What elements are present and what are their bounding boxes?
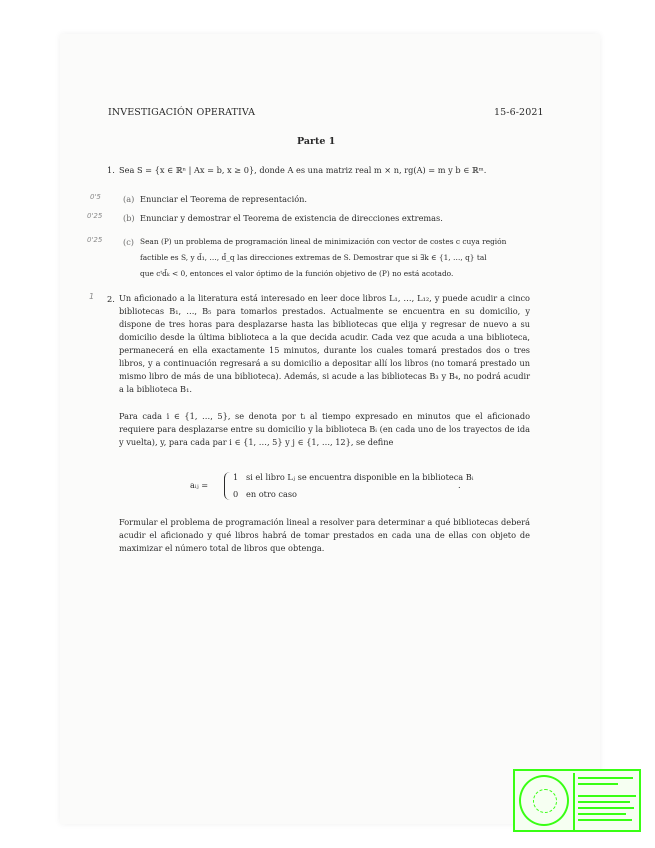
q1c-line1: Sean (P) un problema de programación lineal de minimización con vector de costes c cuya región: [140, 237, 507, 246]
stamp-seal-inner: [533, 789, 557, 813]
q1a-letter: (a): [123, 194, 135, 204]
q1c-line3: que cᵗd̄ₖ < 0, entonces el valor óptimo de la función objetivo de (P) no está acotado.: [140, 269, 454, 278]
q1-intro: Sea S = {x ∈ ℝⁿ | Ax = b, x ≥ 0}, donde A es una matriz real m × n, rg(A) = m y b ∈ ℝᵐ.: [119, 165, 487, 175]
formula-case1-value: 1: [233, 472, 239, 482]
q1b-grade-mark: 0'25: [87, 212, 103, 220]
formula-case2-value: 0: [233, 489, 239, 499]
stamp-line: [578, 813, 626, 815]
q2-grade-mark: 1: [89, 292, 95, 301]
formula-brace: [224, 472, 232, 500]
course-title: INVESTIGACIÓN OPERATIVA: [108, 107, 256, 118]
q2-paragraph-1: Un aficionado a la literatura está interesado en leer doce libros L₁, …, L₁₂, y puede acudir a cinco bibliotecas B₁, …, B₅ para tomarlos prestados. Actualmente se encuentra en su domicilio, y dispone de tres horas para desplazarse hasta las bibliotecas que elija y regresar de nuevo a su domicilio desde la última biblioteca a la que decida acudir. Cada vez que acuda a una biblioteca, permanecerá en ella exactamente 15 minutos, durante los cuales tomará prestados dos o tres libros, y a continuación regresará a su domicilio a depositar allí los libros (no tomará prestado un mismo libro de más de una biblioteca). Además, si acude a las bibliotecas B₃ y B₄, no podrá acudir a la biblioteca B₁.: [119, 293, 530, 394]
q1a-grade-mark: 0'5: [90, 193, 101, 201]
q1c-letter: (c): [123, 237, 134, 247]
q1-number: 1.: [107, 165, 115, 175]
stamp-divider: [573, 773, 575, 830]
formula-case2-text: en otro caso: [246, 489, 297, 499]
exam-date: 15-6-2021: [494, 107, 544, 118]
q1a-text: Enunciar el Teorema de representación.: [140, 194, 308, 204]
formula-period: .: [458, 480, 461, 490]
q1c-grade-mark: 0'25: [87, 236, 103, 244]
q2-paragraph-3: Formular el problema de programación lineal a resolver para determinar a qué bibliotecas deberá acudir el aficionado y qué libros habrá de tomar prestados en cada una de ellas con objeto de maximizar el número total de libros que obtenga.: [119, 517, 530, 553]
stamp-line: [578, 777, 633, 779]
q2-number: 2.: [107, 294, 115, 304]
formula-case1-text: si el libro Lⱼ se encuentra disponible en la biblioteca Bᵢ: [246, 472, 474, 482]
stamp-line: [578, 819, 632, 821]
q2-paragraph-2: Para cada i ∈ {1, …, 5}, se denota por tᵢ al tiempo expresado en minutos que el aficionado requiere para desplazarse entre su domicilio y la biblioteca Bᵢ (en cada uno de los trayectos de ida y vuelta), y, para cada par i ∈ {1, …, 5} y j ∈ {1, …, 12}, se define: [119, 411, 530, 447]
part-title: Parte 1: [297, 136, 336, 147]
stamp-line: [578, 807, 634, 809]
stamp-line: [578, 783, 618, 785]
stamp-seal: [519, 775, 569, 826]
registration-stamp: [513, 769, 641, 832]
stamp-line: [578, 801, 630, 803]
q1b-letter: (b): [123, 213, 135, 223]
formula-lhs: aᵢⱼ =: [190, 480, 209, 490]
q1c-line2: factible es S, y d̄₁, …, d̄_q las direcciones extremas de S. Demostrar que si ∃k ∈ {1, …, q} tal: [140, 253, 487, 262]
q1b-text: Enunciar y demostrar el Teorema de existencia de direcciones extremas.: [140, 213, 443, 223]
stamp-line: [578, 795, 636, 797]
